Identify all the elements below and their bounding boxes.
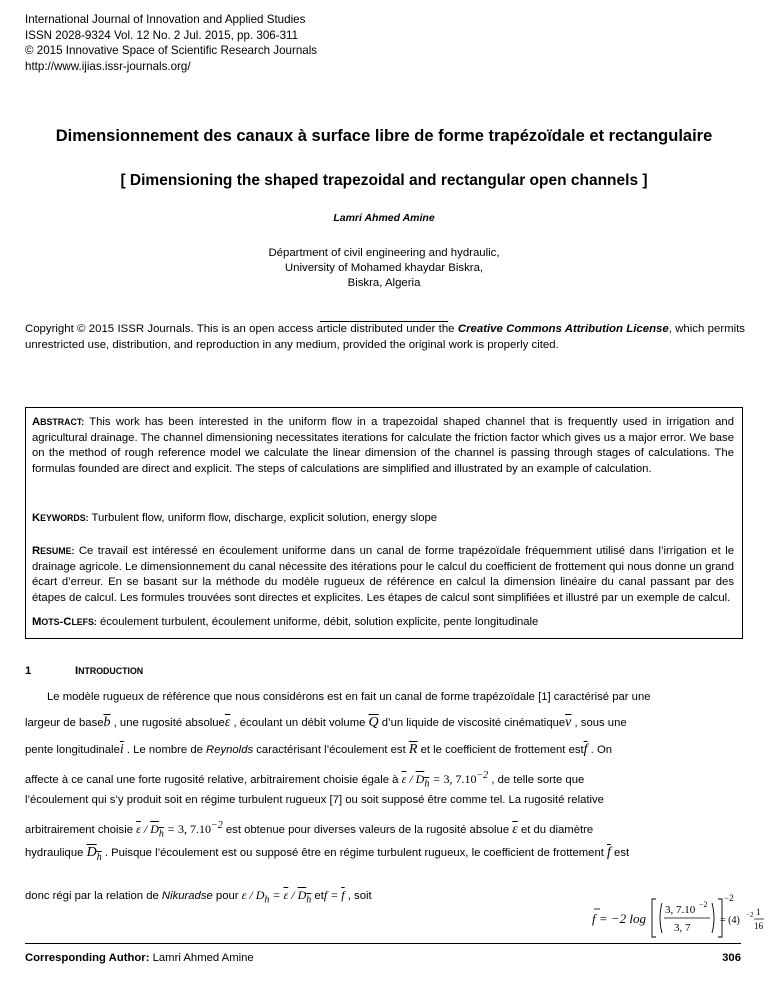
keywords: [32, 511, 734, 527]
intro-line-4: affecte à ce canal une forte rugosité relative, arbitrairement choisie égale à $\overline{\varepsilon} / D_h = 3$, $7.10^{-2}$ , de telle sorte que: [25, 770, 585, 790]
formula-denominator: 3, 7: [674, 922, 691, 934]
copyright-notice: [25, 322, 745, 354]
corresponding-author-label: Corresponding Author:: [25, 952, 150, 964]
copyright-text-before: Copyright © 2015 ISSR Journals. This is an open access article distributed under the: [25, 323, 458, 335]
mots-clefs: [32, 615, 734, 631]
journal-header: [25, 12, 317, 74]
symbol-eps: $\overline{\varepsilon}$: [224, 715, 231, 730]
intro-line-2: largeur de $base\overline{b}$ , une rugosité $absolue\overline{\varepsilon}$ , écoulant un débit volume $\overline{Q}$ d’un liquide de viscosité $cinématique\overline{\nu}$ , sous une: [25, 715, 627, 730]
keywords-text: Turbulent flow, uniform flow, discharge, explicit solution, energy slope: [91, 512, 438, 524]
intro-line-7: hydraulique $D_h$ . Puisque l’écoulement est ou supposé être en régime turbulent rugueux, le coefficient de frottement $\overline{f}$ est: [25, 845, 630, 863]
title-french: Dimensionnement des canaux à surface libre de forme trapézoïdale et rectangulaire: [55, 127, 713, 145]
formula-result: [720, 893, 765, 943]
keywords-label: KEYWORDS:: [32, 512, 89, 524]
formula-equals: = (4): [720, 915, 740, 926]
abstract-label: ABSTRACT:: [32, 416, 85, 428]
formula-sixteen: 16: [754, 921, 763, 931]
formula-result-exp: −2: [746, 911, 754, 919]
affiliation-line-1: Départment of civil engineering and hydraulic,: [268, 247, 500, 259]
affiliation-line-3: Biskra, Algeria: [347, 277, 421, 289]
formula-numerator: 3, 7.10: [665, 904, 696, 916]
resume: [32, 544, 734, 606]
copyright-text-after: , which permits unrestricted use, distribution, and reproduction in any medium, provided the original work is properly cited.: [25, 323, 745, 351]
intro-line-5: l’écoulement qui s’y produit soit en régime turbulent rugueux [7] ou soit supposé être comme tel. La rugosité relative: [25, 794, 604, 806]
affiliation: [0, 246, 768, 291]
journal-url[interactable]: http://www.ijias.issr-journals.org/: [25, 59, 191, 73]
symbol-b: $\overline{b}$: [103, 715, 111, 730]
abstract-text: This work has been interested in the uniform flow in a trapezoidal shaped channel that is frequently used in irrigation and agricultural drainage. The channel dimensioning necessitates iterations for calculate the friction factor which gives us a major error. We base on the method of rough reference model we calculate the linear dimension of the channel is passing through stages of calculations. The formulas founded are direct and explicit. The steps of calculations are simplified and illustrated by an example of calculation.: [32, 416, 734, 475]
formula-num-exp: −2: [699, 900, 708, 909]
mots-clefs-text: écoulement turbulent, écoulement uniforme, débit, solution explicite, pente longitudinale: [100, 616, 539, 628]
symbol-nu: $\overline{\nu}$: [565, 715, 572, 730]
footer-divider: [25, 943, 741, 944]
author-name: Lamri Ahmed Amine: [333, 212, 435, 224]
abstract: [32, 415, 734, 477]
symbol-Q: $\overline{Q}$: [368, 715, 379, 730]
resume-text: Ce travail est intéressé en écoulement uniforme dans un canal de forme trapézoïdale fréquemment utilisé dans l’irrigation et le drainage agricole. Le dimensionnement du canal nécessite des itérations pour le calcul du coefficient de frottement qui nous donne un grand écart d’erreur. En se basant sur la méthode du modèle rugueux de référence en calcul la dimension linéaire du canal passant par des étapes de calcul. Les formules trouvées sont directes et explicites. Les étapes de calcul sont simplifiées et illustré par un exemple de calcul.: [32, 545, 734, 604]
intro-line-3: pente $longitudinale\overline{i}$ . Le nombre de Reynolds caractérisant l’écoulement est $\overline{R}$ et le coefficient de frottement $est\overline{f}$ . On: [25, 742, 613, 757]
formula-outer-exp: −2: [724, 893, 734, 903]
abstract-box: [25, 407, 743, 639]
affiliation-line-2: University of Mohamed khaydar Biskra,: [284, 262, 484, 274]
journal-name: International Journal of Innovation and Applied Studies: [25, 13, 306, 26]
section-title: NTRODUCTION: [78, 666, 144, 676]
intro-line-1: Le modèle rugueux de référence que nous considérons est en fait un canal de forme trapézoïdale [1] caractérisé par une: [47, 691, 651, 703]
formula-lhs: f = −2 log: [592, 911, 647, 926]
symbol-i: $\overline{i}$: [119, 742, 124, 757]
intro-line-8: donc régi par la relation de Nikuradse pour $\varepsilon / D_h = \overline{\varepsilon} / D_h$ etf = $\overline{f}$ , soit: [25, 888, 372, 906]
mots-clefs-label: MOTS-CLEFS:: [32, 616, 97, 628]
corresponding-author: [25, 952, 254, 964]
license-name: Creative Commons Attribution License: [457, 323, 669, 335]
symbol-R: $\overline{R}$: [408, 742, 418, 757]
formula-one: 1: [756, 907, 761, 917]
issn-line: ISSN 2028-9324 Vol. 12 No. 2 Jul. 2015, pp. 306-311: [25, 28, 299, 42]
resume-label: RESUME:: [32, 545, 75, 557]
symbol-f: $\overline{f}$: [583, 742, 588, 757]
corresponding-author-name: Lamri Ahmed Amine: [152, 952, 254, 964]
intro-line-6: arbitrairement choisie $\overline{\varepsilon} / D_h = 3$, $7.10^{-2}$ est obtenue pour diverses valeurs de la rugosité absolue $\overline{\varepsilon}$ et du diamètre: [25, 820, 594, 840]
journal-copyright: © 2015 Innovative Space of Scientific Research Journals: [25, 44, 318, 58]
page-number: 306: [722, 952, 741, 964]
section-number: 1: [25, 665, 32, 677]
intro-text: [25, 690, 741, 920]
title-english: [ Dimensioning the shaped trapezoidal and rectangular open channels ]: [120, 172, 648, 189]
section-heading: 1 INTRODUCTION: [25, 665, 144, 677]
